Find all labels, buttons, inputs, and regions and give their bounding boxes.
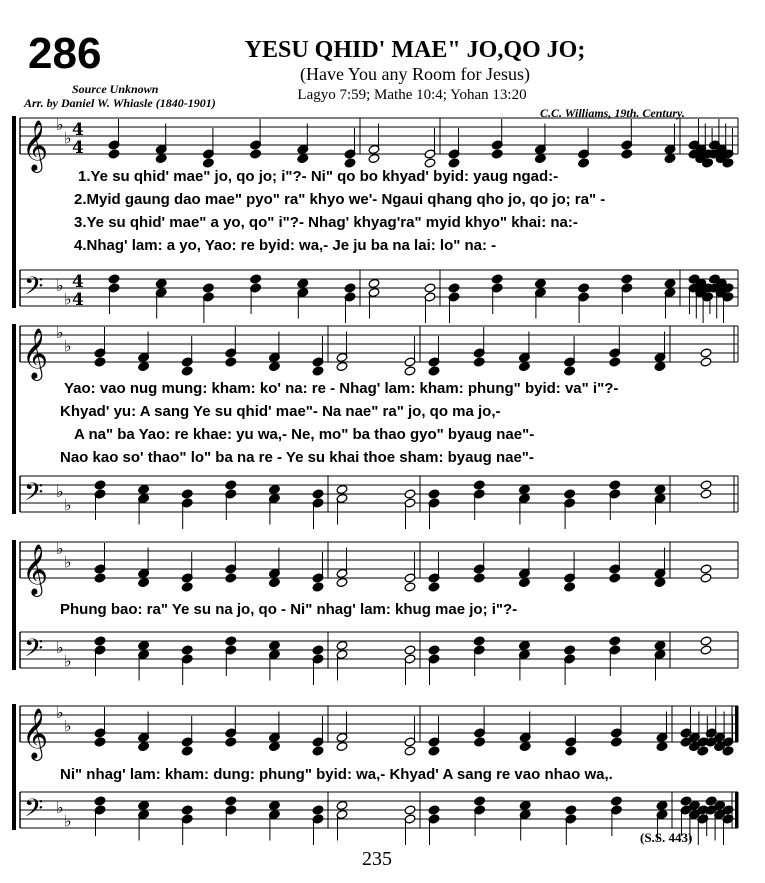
notehead: [519, 800, 531, 810]
notehead: [181, 489, 193, 499]
flat-sign: ♭: [64, 289, 72, 309]
notehead: [518, 577, 530, 587]
notehead: [473, 357, 485, 367]
notehead: [700, 480, 712, 490]
lyric-line: Khyad' yu: A sang Ye su qhid' mae"- Na nae" ra" jo, qo ma jo,-: [60, 403, 501, 420]
hymn-title: YESU QHID' MAE" JO,QO JO;: [244, 37, 586, 63]
notehead: [473, 636, 485, 646]
flat-sign: ♭: [64, 716, 72, 736]
notehead: [656, 741, 668, 751]
lyric-line: 2.Myid gaung dao mae" pyo" ra" khyo we'- Ngaui qhang qho jo, qo jo; ra" -: [74, 191, 606, 208]
notehead: [473, 573, 485, 583]
notehead: [621, 274, 633, 284]
notehead: [181, 645, 193, 655]
notehead: [181, 582, 193, 592]
lyric-line: 1.Ye su qhid' mae" jo, qo jo; i"?- Ni" qo bo khyad' byid: yaug ngad:-: [78, 168, 559, 185]
notehead: [155, 278, 167, 288]
notehead: [609, 480, 621, 490]
notehead: [268, 640, 280, 650]
notehead: [654, 361, 666, 371]
time-signature: 4: [72, 120, 84, 140]
notehead: [404, 805, 416, 815]
notehead: [297, 153, 309, 163]
lyric-line: A na" ba Yao: re khae: yu wa,- Ne, mo" ba thao gyo" byaug nae"-: [74, 426, 535, 443]
hymn-subtitle: (Have You any Room for Jesus): [300, 64, 530, 84]
notehead: [225, 636, 237, 646]
notehead: [155, 153, 167, 163]
notehead: [94, 796, 106, 806]
notehead: [564, 582, 576, 592]
notehead: [225, 480, 237, 490]
system-brace: [12, 704, 16, 830]
bass-clef: 𝄢: [24, 634, 44, 669]
time-signature: 4: [72, 272, 84, 292]
notehead: [700, 348, 712, 358]
notehead: [534, 278, 546, 288]
notehead: [202, 158, 214, 168]
notehead: [700, 645, 712, 655]
notehead: [448, 158, 460, 168]
time-signature: 4: [72, 290, 84, 310]
flat-sign: ♭: [64, 552, 72, 572]
notehead: [610, 737, 622, 747]
notehead: [491, 149, 503, 159]
notehead: [268, 577, 280, 587]
system-brace: [12, 540, 16, 670]
notehead: [654, 577, 666, 587]
notehead: [344, 158, 356, 168]
notehead: [336, 484, 348, 494]
notehead: [268, 361, 280, 371]
notehead: [518, 484, 530, 494]
notehead: [250, 149, 262, 159]
notehead: [312, 366, 324, 376]
treble-clef: 𝄞: [22, 708, 49, 759]
notehead: [664, 278, 676, 288]
notehead: [404, 746, 416, 756]
notehead: [108, 274, 120, 284]
notehead: [108, 149, 120, 159]
notehead: [654, 640, 666, 650]
notehead: [424, 283, 436, 293]
source-credit: Source Unknown: [72, 82, 159, 96]
notehead: [519, 741, 531, 751]
lyric-line: Phung bao: ra" Ye su na jo, qo - Ni" nhag' lam: khug mae jo; i"?-: [60, 601, 518, 618]
notehead: [473, 480, 485, 490]
treble-clef: 𝄞: [22, 120, 49, 171]
notehead: [181, 366, 193, 376]
notehead: [564, 645, 576, 655]
flat-sign: ♭: [64, 336, 72, 356]
bass-clef: 𝄢: [24, 478, 44, 513]
notehead: [181, 805, 193, 815]
notehead: [404, 489, 416, 499]
notehead: [368, 278, 380, 288]
notehead: [225, 796, 237, 806]
notehead: [336, 640, 348, 650]
bass-clef: 𝄢: [24, 794, 44, 829]
notehead: [268, 741, 280, 751]
notehead: [336, 361, 348, 371]
treble-clef: 𝄞: [22, 544, 49, 595]
notehead: [336, 577, 348, 587]
notehead: [94, 573, 106, 583]
notehead: [225, 357, 237, 367]
notehead: [564, 489, 576, 499]
notehead: [700, 573, 712, 583]
notehead: [700, 489, 712, 499]
notehead: [428, 582, 440, 592]
system-brace: [12, 324, 16, 514]
lyric-line: Yao: vao nug mung: kham: ko' na: re - Nhag' lam: kham: phung" byid: va" i"?-: [64, 380, 619, 397]
notehead: [268, 800, 280, 810]
notehead: [94, 636, 106, 646]
composer-credit: C.C. Williams, 19th. Century.: [540, 106, 685, 120]
notehead: [344, 283, 356, 293]
flat-sign: ♭: [56, 323, 64, 342]
source-songbook-ref: (S.S. 443): [640, 830, 693, 845]
lyric-line: Nao kao so' thao" lo" ba na re - Ye su khai thoe sham: byaug nae"-: [60, 449, 534, 466]
time-signature: 4: [72, 138, 84, 158]
notehead: [312, 805, 324, 815]
notehead: [428, 645, 440, 655]
notehead: [564, 366, 576, 376]
notehead: [336, 741, 348, 751]
flat-sign: ♭: [56, 798, 64, 817]
system-brace: [12, 116, 16, 308]
notehead: [250, 274, 262, 284]
barline: [735, 706, 739, 742]
lyric-line: Ni" nhag' lam: kham: dung: phung" byid: wa,- Khyad' A sang re vao nhao wa,.: [60, 766, 613, 783]
notehead: [181, 746, 193, 756]
notehead: [609, 573, 621, 583]
notehead: [225, 573, 237, 583]
barline: [735, 792, 739, 828]
notehead: [474, 737, 486, 747]
notehead: [609, 357, 621, 367]
notehead: [448, 283, 460, 293]
notehead: [138, 800, 150, 810]
arranger-credit: Arr. by Daniel W. Whiasle (1840-1901): [24, 96, 216, 110]
notehead: [565, 746, 577, 756]
notehead: [578, 283, 590, 293]
notehead: [474, 796, 486, 806]
lyric-line: 3.Ye su qhid' mae" a yo, qo" i"?- Nhag' khyag'ra" myid khyo" khai: na:-: [74, 214, 578, 231]
notehead: [534, 153, 546, 163]
flat-sign: ♭: [64, 128, 72, 148]
notehead: [368, 153, 380, 163]
flat-sign: ♭: [56, 115, 64, 134]
notehead: [518, 640, 530, 650]
notehead: [94, 737, 106, 747]
bass-clef: 𝄢: [24, 272, 44, 307]
notehead: [621, 149, 633, 159]
notehead: [94, 480, 106, 490]
notehead: [138, 741, 150, 751]
notehead: [654, 484, 666, 494]
treble-clef: 𝄞: [22, 328, 49, 379]
flat-sign: ♭: [56, 638, 64, 657]
notehead: [424, 158, 436, 168]
page-number: 235: [362, 848, 392, 870]
notehead: [700, 357, 712, 367]
notehead: [700, 564, 712, 574]
notehead: [700, 636, 712, 646]
notehead: [312, 489, 324, 499]
notehead: [138, 361, 150, 371]
notehead: [491, 274, 503, 284]
notehead: [138, 640, 150, 650]
notehead: [312, 746, 324, 756]
notehead: [428, 366, 440, 376]
notehead: [664, 153, 676, 163]
notehead: [404, 366, 416, 376]
notehead: [609, 636, 621, 646]
notehead: [297, 278, 309, 288]
hymn-number: 286: [28, 29, 102, 78]
notehead: [404, 645, 416, 655]
notehead: [268, 484, 280, 494]
lyric-line: 4.Nhag' lam: a yo, Yao: re byid: wa,- Je ju ba na lai: lo" na: -: [74, 237, 497, 254]
notehead: [312, 645, 324, 655]
notehead: [565, 805, 577, 815]
flat-sign: ♭: [56, 539, 64, 558]
notehead: [428, 805, 440, 815]
notehead: [138, 484, 150, 494]
flat-sign: ♭: [56, 482, 64, 501]
flat-sign: ♭: [56, 276, 64, 295]
notehead: [428, 489, 440, 499]
notehead: [312, 582, 324, 592]
notehead: [202, 283, 214, 293]
notehead: [656, 800, 668, 810]
notehead: [138, 577, 150, 587]
notehead: [518, 361, 530, 371]
flat-sign: ♭: [56, 703, 64, 722]
notehead: [94, 357, 106, 367]
flat-sign: ♭: [64, 495, 72, 515]
flat-sign: ♭: [64, 651, 72, 671]
scripture-references: Lagyo 7:59; Mathe 10:4; Yohan 13:20: [297, 87, 527, 103]
notehead: [610, 796, 622, 806]
notehead: [225, 737, 237, 747]
notehead: [404, 582, 416, 592]
flat-sign: ♭: [64, 811, 72, 831]
notehead: [336, 800, 348, 810]
notehead: [578, 158, 590, 168]
notehead: [428, 746, 440, 756]
